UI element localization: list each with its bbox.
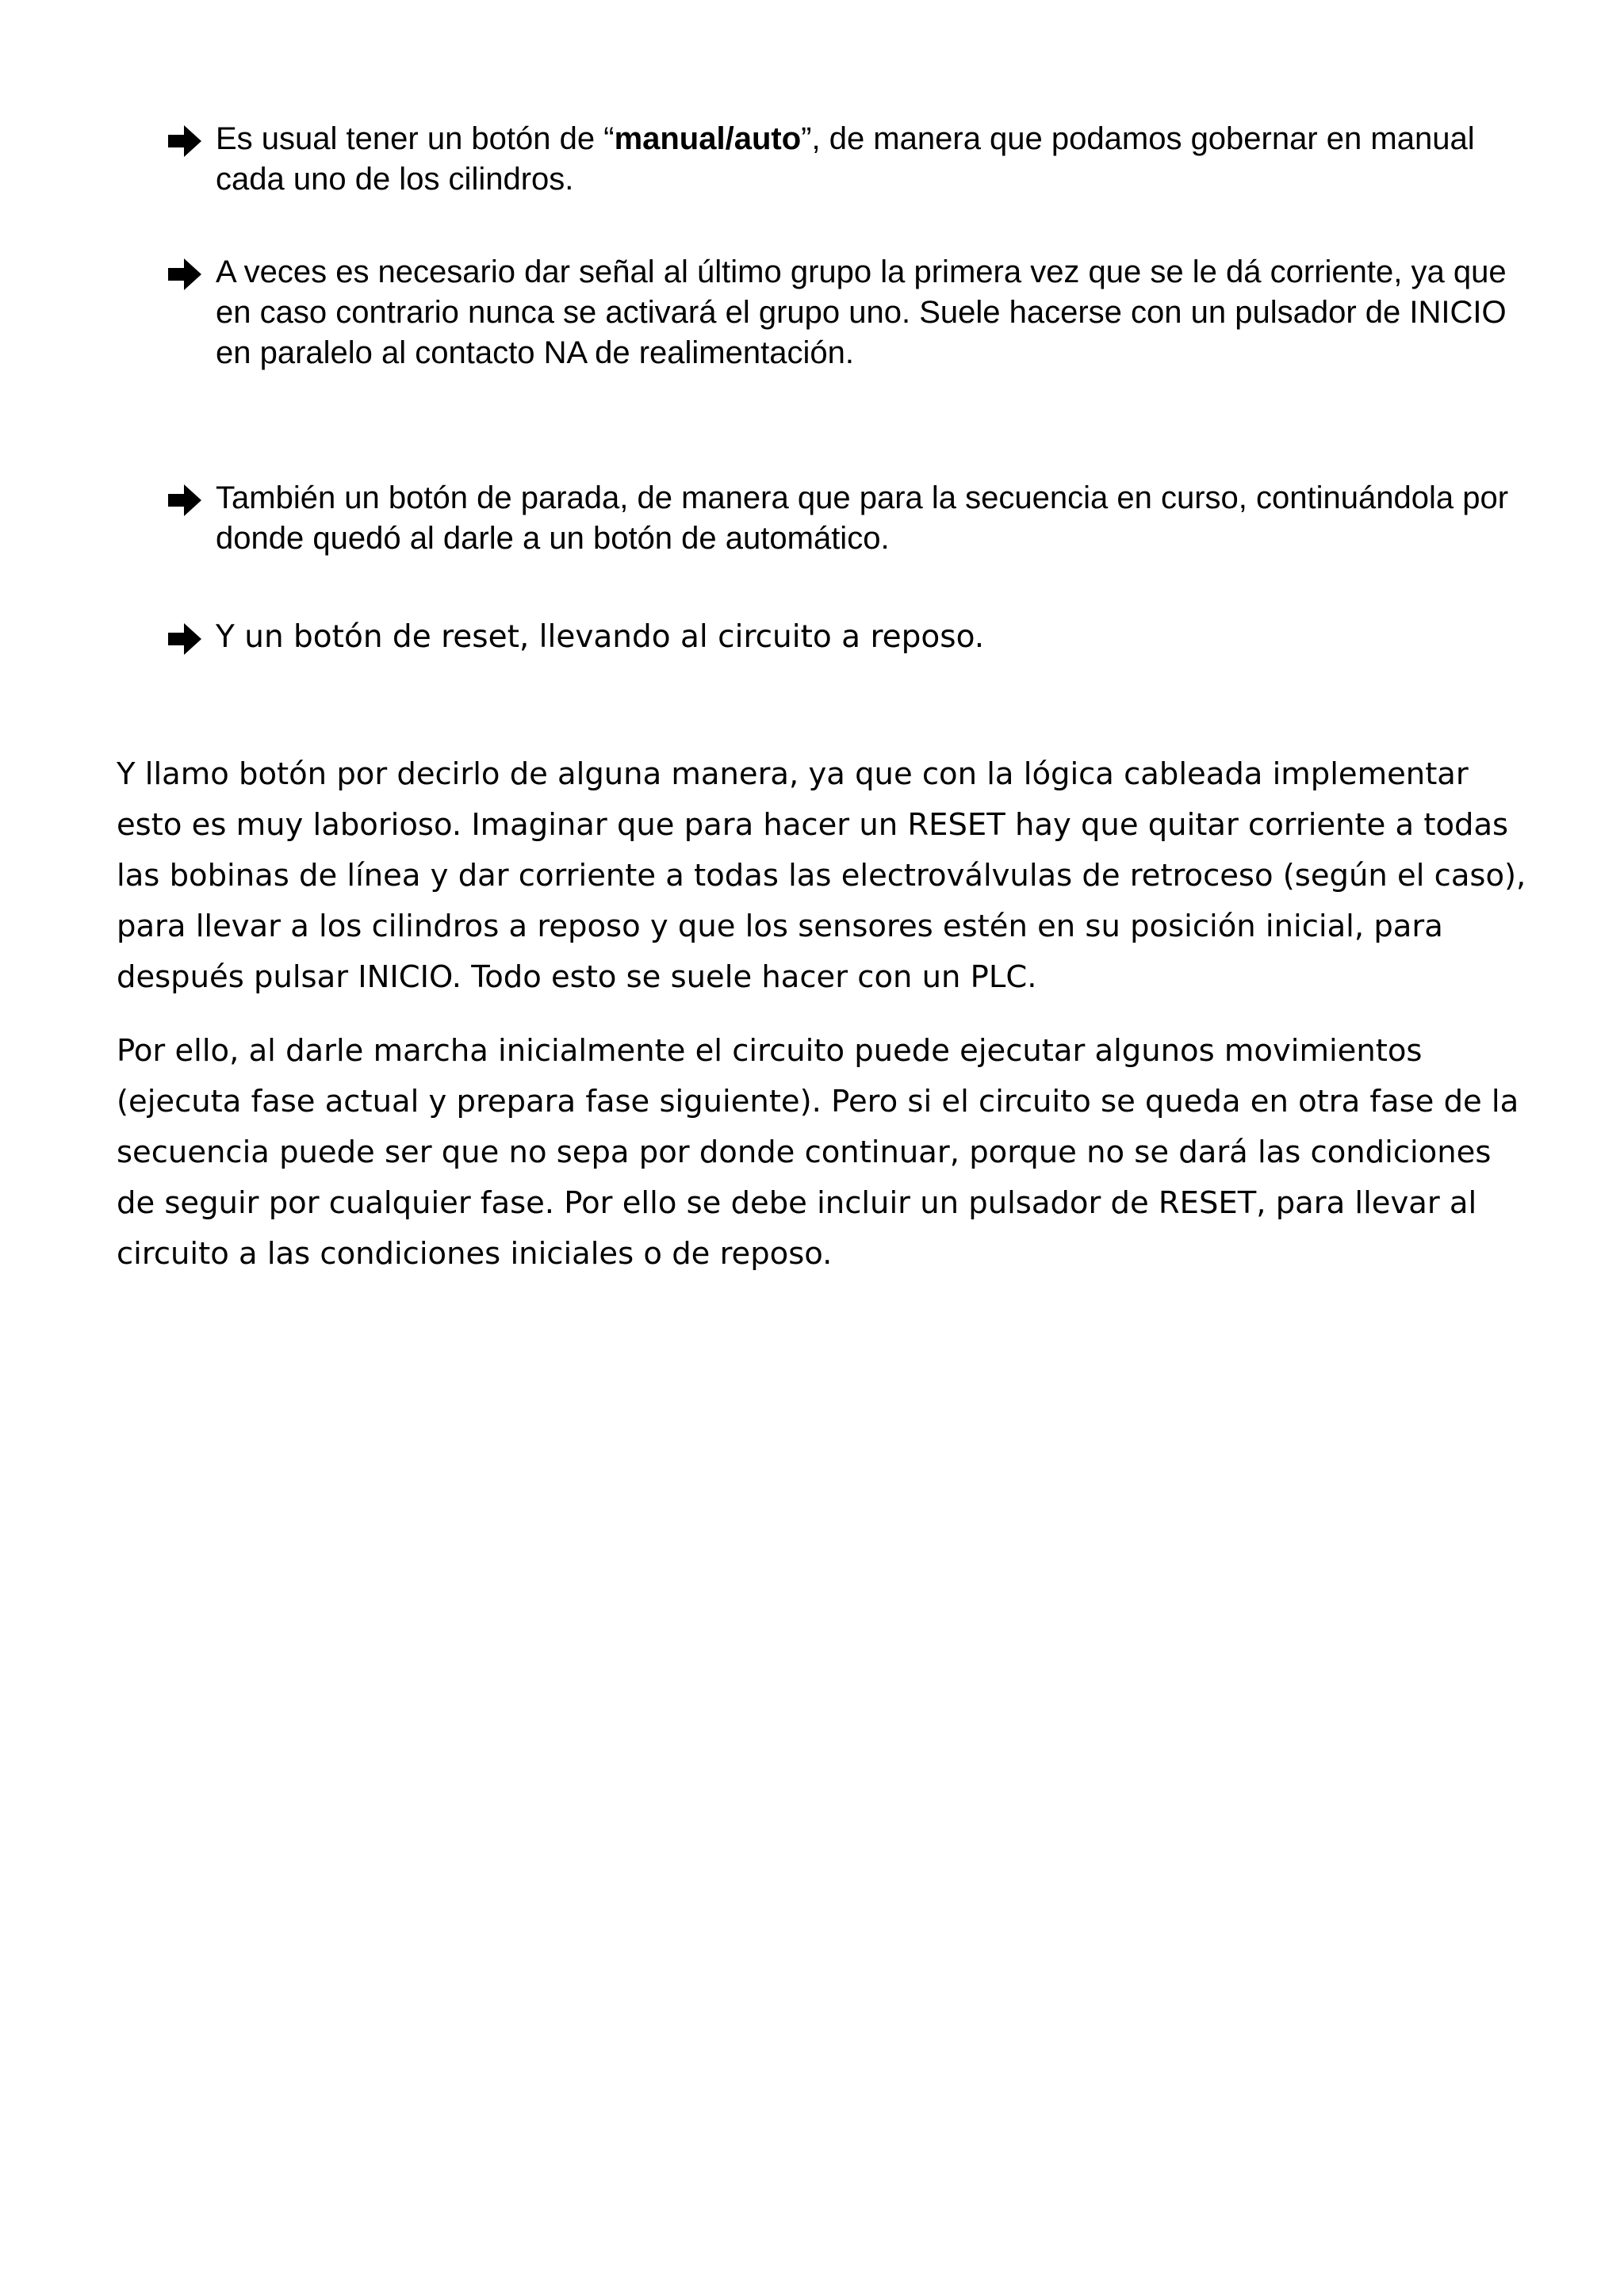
bullet-item-reset — [167, 617, 1530, 657]
bullet-text — [216, 119, 1530, 200]
right-arrow-icon — [167, 252, 206, 297]
bullet-text: También un botón de parada, de manera que para la secuencia en curso, continuándola por donde quedó al darle a un botón de automático. — [216, 480, 1509, 556]
bullet-text: Y un botón de reset, llevando al circuito a reposo. — [216, 619, 985, 655]
bullet-text-prefix: Es usual tener un botón de “ — [216, 121, 615, 156]
bullet-item-parada — [167, 478, 1530, 559]
right-arrow-icon — [167, 119, 206, 163]
paragraph-text: Por ello, al darle marcha inicialmente el circuito puede ejecutar algunos movimientos (ejecuta fase actual y prepara fase siguiente). Pero si el circuito se queda en otra fase de la secuencia puede ser que no sepa por donde continuar, porque no se dará las condiciones de seguir por cualquier fase. Por ello se debe incluir un pulsador de RESET, para llevar al circuito a las condiciones iniciales o de reposo. — [117, 1033, 1519, 1272]
bullet-item-inicio — [167, 252, 1530, 373]
right-arrow-icon — [167, 617, 206, 661]
bullet-text-suffix: ”, de manera que podamos gobernar en manual cada uno de los cilindros. — [216, 121, 1475, 197]
right-arrow-icon — [167, 478, 206, 522]
bullet-text: A veces es necesario dar señal al último grupo la primera vez que se le dá corriente, ya que en caso contrario nunca se activará el grupo uno. Suele hacerse con un pulsador de INICIO en paralelo al contacto NA de realimentación. — [216, 254, 1507, 370]
paragraph-text: Y llamo botón por decirlo de alguna manera, ya que con la lógica cableada implementar esto es muy laborioso. Imaginar que para hacer un RESET hay que quitar corriente a todas las bobinas de línea y dar corriente a todas las electroválvulas de retroceso (según el caso), para llevar a los cilindros a reposo y que los sensores estén en su posición inicial, para después pulsar INICIO. Todo esto se suele hacer con un PLC. — [117, 756, 1526, 995]
body-paragraph-2 — [117, 1026, 1528, 1280]
bullet-text-bold: manual/auto — [614, 121, 802, 156]
bullet-item-manual-auto — [167, 119, 1530, 200]
body-paragraph-1 — [117, 749, 1528, 1003]
